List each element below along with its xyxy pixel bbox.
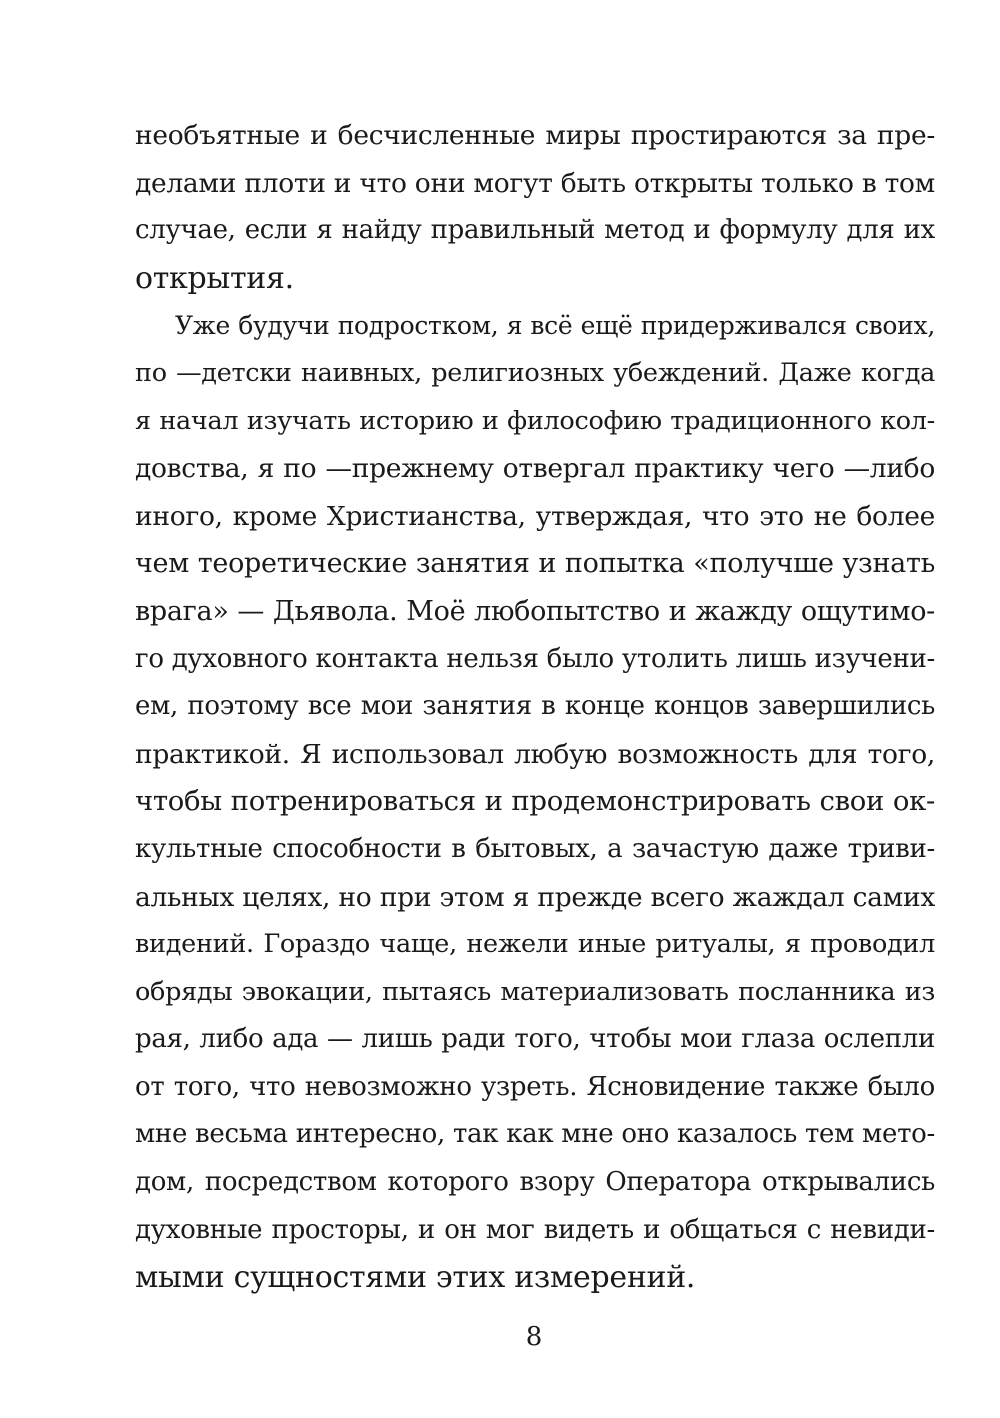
text-line: чем теоретические занятия и попытка «получше узнать [135,548,935,580]
text-line: необъятные и бесчисленные миры простираются за пре- [135,120,935,151]
text-line: видений. Гораздо чаще, нежели иные ритуалы, я проводил [135,929,935,960]
text-line: Уже будучи подростком, я всё ещё придерживался своих, [175,311,935,341]
text-line: открытия. [135,260,294,296]
text-line: я начал изучать историю и философию традиционного кол- [135,405,935,436]
body-text [135,112,935,1302]
text-line: альных целях, но при этом я прежде всего жаждал самих [135,881,935,913]
text-line: рая, либо ада — лишь ради того, чтобы мои глаза ослепли [135,1024,935,1055]
text-line: практикой. Я использовал любую возможность для того, [135,738,935,770]
text-line: мне весьма интересно, так как мне оно казалось тем мето- [135,1119,935,1150]
text-line: случае, если я найду правильный метод и формулу для их [135,215,935,246]
text-line: иного, кроме Христианства, утверждая, что это не более [135,500,935,532]
text-line: культные способности в бытовых, а зачастую даже триви- [135,833,935,864]
text-line: делами плоти и что они могут быть открыты только в том [135,167,935,199]
text-line: от того, что невозможно узреть. Ясновидение также было [135,1071,935,1102]
text-line: мыми сущностями этих измерений. [135,1260,696,1296]
text-line: го духовного контакта нельзя было утолить лишь изучени- [135,643,935,674]
text-line: ем, поэтому все мои занятия в конце концов завершились [135,691,935,722]
text-line: обряды эвокации, пытаясь материализовать посланника из [135,976,935,1007]
text-line: врага» — Дьявола. Моё любопытство и жажду ощутимо- [135,595,935,627]
text-line: дом, посредством которого взору Оператора открывались [135,1167,935,1198]
text-line: по —детски наивных, религиозных убеждений. Даже когда [135,357,935,388]
text-line: духовные просторы, и он мог видеть и общаться с невиди- [135,1214,935,1245]
text-line: чтобы потренироваться и продемонстрировать свои ок- [135,785,935,818]
page-number: 8 [525,1322,543,1352]
text-line: довства, я по —прежнему отвергал практику чего —либо [135,453,935,485]
